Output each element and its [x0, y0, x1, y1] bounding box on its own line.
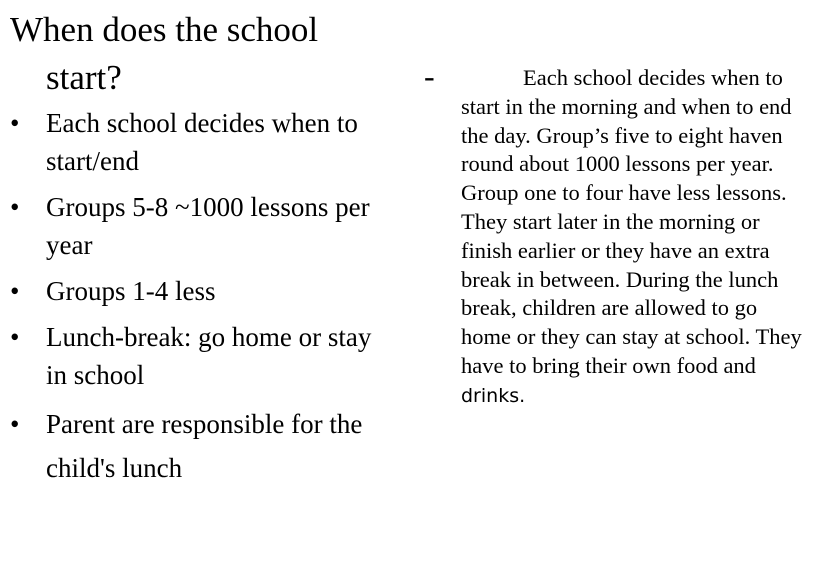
bullet-item	[10, 188, 395, 264]
bullet-text: Parent are responsible for the child's lunch	[46, 409, 363, 483]
bullet-text: Each school decides when to start/end	[46, 108, 358, 176]
bullet-dot: •	[10, 322, 20, 352]
bullet-dot: •	[10, 192, 20, 222]
slide-title	[10, 6, 390, 102]
bullet-item	[10, 272, 395, 310]
bullet-dot: •	[10, 409, 20, 439]
dash-marker: -	[424, 58, 435, 94]
explanation-paragraph	[461, 64, 811, 411]
bullet-item	[10, 318, 395, 394]
paragraph-tail-text: drinks	[461, 384, 520, 407]
bullet-text: Lunch-break: go home or stay in school	[46, 322, 372, 390]
bullet-text: Groups 1-4 less	[46, 276, 216, 306]
bullet-item	[10, 104, 395, 180]
paragraph-main-text: Each school decides when to start in the morning and when to end the day. Group’s five to eight haven round about 1000 lessons per year. Group one to four have less lessons. They start later in the morning or finish earlier or they have an extra break in between. During the lunch break, children are allowed to go home or they can stay at school. They have to bring their own food and	[461, 65, 802, 378]
bullet-text: Groups 5-8 ~1000 lessons per year	[46, 192, 370, 260]
paragraph-end-period: .	[519, 384, 526, 407]
bullet-dot: •	[10, 276, 20, 306]
title-line-1: When does the school	[10, 10, 319, 49]
bullet-dot: •	[10, 108, 20, 138]
bullet-item	[10, 402, 395, 490]
bullet-list	[10, 104, 395, 498]
title-line-2: start?	[46, 58, 122, 97]
